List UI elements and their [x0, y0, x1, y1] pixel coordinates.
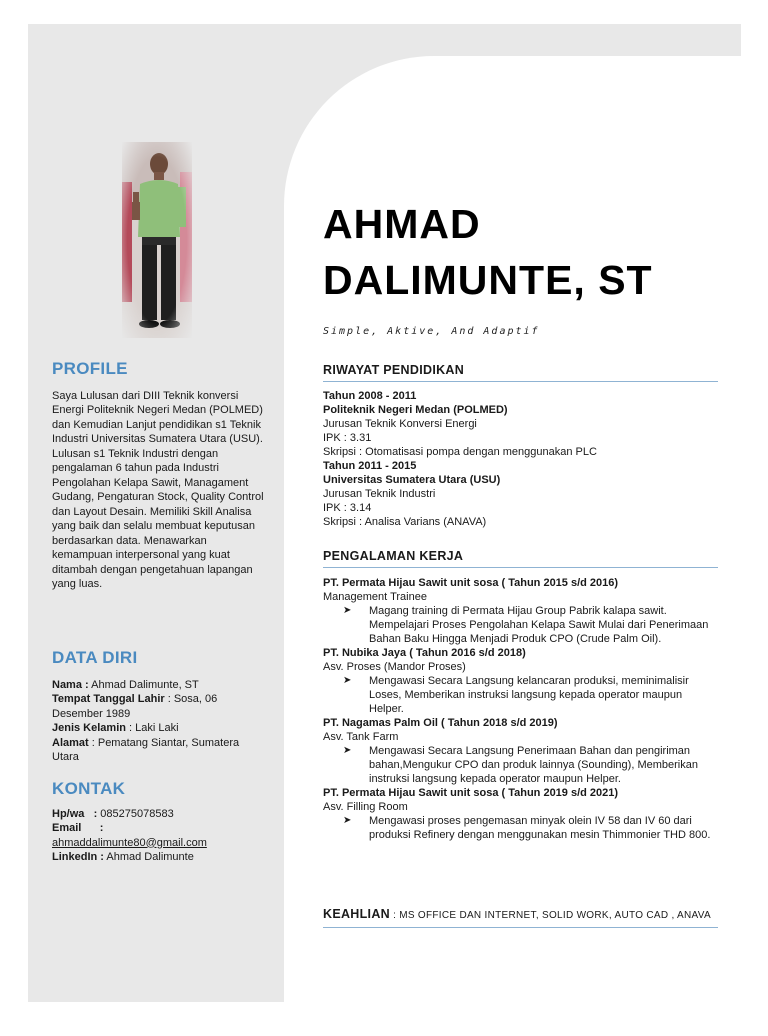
keahlian-section	[323, 907, 718, 928]
pendidikan-ipk: IPK : 3.14	[323, 502, 372, 514]
pendidikan-ipk: IPK : 3.31	[323, 432, 372, 444]
profile-photo	[122, 142, 192, 338]
linkedin-line	[52, 850, 267, 865]
job-bullet: ➤ Magang training di Permata Hijau Group Pabrik kalapa sawit.	[343, 605, 667, 617]
job-role: Asv. Proses (Mandor Proses)	[323, 661, 466, 673]
data-diri-heading: DATA DIRI	[52, 648, 138, 667]
email-value-line	[52, 836, 267, 851]
pendidikan-school: Politeknik Negeri Medan (POLMED)	[323, 404, 508, 416]
keahlian-line	[323, 907, 718, 928]
pendidikan-heading: RIWAYAT PENDIDIKAN	[323, 363, 718, 382]
job-entry	[323, 716, 718, 786]
alamat-line	[52, 736, 267, 765]
linkedin-label: LinkedIn :	[52, 851, 104, 863]
name-title	[323, 196, 653, 308]
email-link[interactable]: ahmaddalimunte80@gmail.com	[52, 836, 207, 849]
job-role: Asv. Filling Room	[323, 801, 408, 813]
linkedin-value[interactable]: Ahmad Dalimunte	[103, 851, 194, 863]
job-entry	[323, 786, 718, 842]
kontak-heading: KONTAK	[52, 779, 126, 798]
nama-label: Nama :	[52, 678, 89, 691]
hp-label: Hp/wa	[52, 807, 85, 820]
jenis-kelamin-label: Jenis Kelamin	[52, 722, 126, 734]
nama-value: Ahmad Dalimunte, ST	[88, 678, 199, 691]
job-role: Management Trainee	[323, 591, 427, 603]
profile-text: Saya Lulusan dari DIII Teknik konversi Energi Politeknik Negeri Medan (POLMED) dan Kemudian Lanjut pendidikan s1 Teknik Industri Universitas Sumatera Utara (USU). Lulusan s1 Teknik Industri dengan pengalaman 6 tahun pada Industri Pengolahan Kelapa Sawit, Managament Gudang, Pengaturan Stock, Quality Control dan Layout Desain. Memiliki Skill Analisa yang baik dan selalu membuat keputusan berdasarkan data. Menawarkan kemampuan interpersonal yang kuat ditambah dengan pengetahuan lapangan yang luas.	[52, 389, 264, 590]
jenis-kelamin-line	[52, 721, 267, 736]
keahlian-value: : MS OFFICE DAN INTERNET, SOLID WORK, AUTO CAD , ANAVA	[389, 910, 711, 921]
keahlian-label: KEAHLIAN	[323, 907, 390, 921]
name-line-2: DALIMUNTE, ST	[323, 257, 653, 303]
nama-line	[52, 678, 267, 693]
email-line	[52, 821, 267, 836]
pendidikan-skripsi: Skripsi : Otomatisasi pompa dengan menggunakan PLC	[323, 446, 597, 458]
pendidikan-entry	[323, 389, 718, 459]
pendidikan-year: Tahun 2011 - 2015	[323, 460, 417, 472]
profile-heading: PROFILE	[52, 359, 128, 378]
arrow-bullet-icon: ➤	[343, 815, 352, 826]
pendidikan-section	[323, 363, 718, 529]
job-company: PT. Permata Hijau Sawit unit sosa ( Tahun 2019 s/d 2021)	[323, 787, 619, 799]
pendidikan-jurusan: Jurusan Teknik Industri	[323, 488, 436, 500]
ttl-value: : Sosa, 06 Desember 1989	[52, 693, 218, 720]
job-bullet: ➤ Mengawasi Secara Langsung Penerimaan Bahan dan pengiriman bahan,Mengukur CPO dan produk lainnya (Sounding), Memberikan instruksi langsung kepada operator maupun Helper.	[343, 745, 698, 785]
data-diri-section	[52, 648, 267, 765]
hp-separator: :	[84, 807, 101, 820]
hp-line	[52, 807, 267, 822]
alamat-value: : Pematang Siantar, Sumatera Utara	[52, 736, 240, 763]
hp-value[interactable]: 085275078583	[100, 807, 174, 820]
tagline: Simple, Aktive, And Adaptif	[323, 326, 540, 337]
name-line-1: AHMAD	[323, 201, 481, 247]
pendidikan-school: Universitas Sumatera Utara (USU)	[323, 474, 501, 486]
pengalaman-section	[323, 549, 718, 842]
job-bullet: ➤ Mengawasi proses pengemasan minyak olein IV 58 dan IV 60 dari produksi Refinery dengan menggunakan mesin Thimmonier THD 800.	[343, 815, 711, 841]
job-entry	[323, 646, 718, 716]
jenis-kelamin-value: : Laki Laki	[125, 722, 179, 734]
ttl-label: Tempat Tanggal Lahir	[52, 693, 165, 705]
kontak-section	[52, 779, 267, 865]
job-bullet: ➤ Mengawasi Secara Langsung kelancaran produksi, meminimalisir Loses, Memberikan instruksi langsung kepada operator maupun Helper.	[343, 675, 689, 715]
email-label: Email	[52, 822, 82, 834]
ttl-line	[52, 692, 267, 721]
job-company: PT. Permata Hijau Sawit unit sosa ( Tahun 2015 s/d 2016)	[323, 577, 619, 589]
job-role: Asv. Tank Farm	[323, 731, 399, 743]
pendidikan-skripsi: Skripsi : Analisa Varians (ANAVA)	[323, 516, 487, 528]
pendidikan-entry	[323, 459, 718, 529]
job-company: PT. Nagamas Palm Oil ( Tahun 2018 s/d 2019)	[323, 717, 558, 729]
pengalaman-heading: PENGALAMAN KERJA	[323, 549, 718, 568]
arrow-bullet-icon: ➤	[343, 675, 352, 686]
job-bullet: Mempelajari Proses Pengolahan Kelapa Sawit Mulai dari Penerimaan Bahan Baku Hingga Menjadi Produk CPO (Crude Palm Oil).	[369, 619, 709, 645]
pendidikan-year: Tahun 2008 - 2011	[323, 390, 417, 402]
pendidikan-jurusan: Jurusan Teknik Konversi Energi	[323, 418, 477, 430]
arrow-bullet-icon: ➤	[343, 745, 352, 756]
alamat-label: Alamat	[52, 736, 89, 749]
job-entry	[323, 576, 718, 646]
email-separator: :	[81, 822, 104, 834]
profile-section	[52, 359, 267, 592]
arrow-bullet-icon: ➤	[343, 605, 352, 616]
job-company: PT. Nubika Jaya ( Tahun 2016 s/d 2018)	[323, 647, 526, 659]
